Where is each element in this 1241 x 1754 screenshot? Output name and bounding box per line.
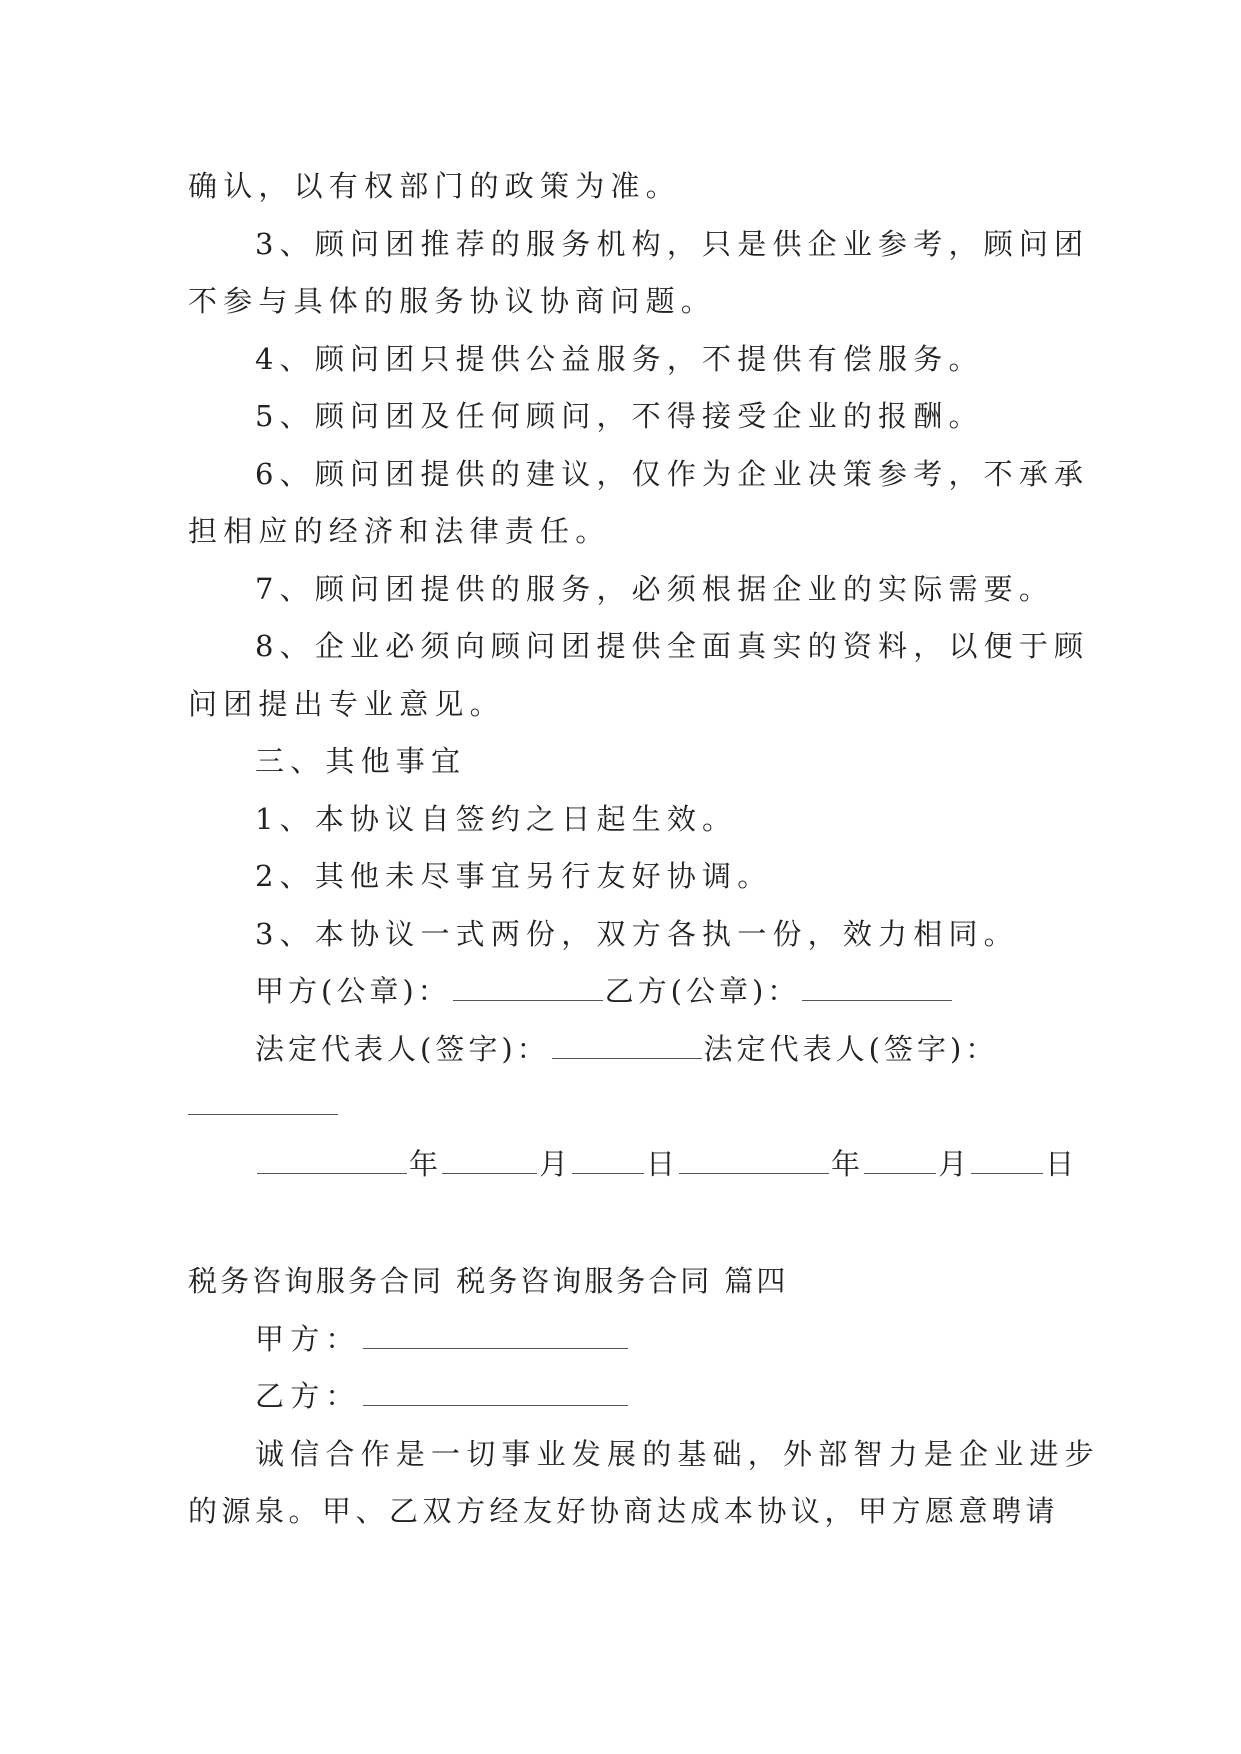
- date-line: [255, 1144, 1135, 1184]
- rep-b-blank: [188, 1090, 338, 1115]
- month-b-blank: [864, 1149, 936, 1174]
- party-a-seal-label: 甲方(公章)：: [255, 974, 451, 1008]
- clause-6: 6、顾问团提供的建议，仅作为企业决策参考，不承承: [255, 457, 1090, 491]
- party-a-blank: [363, 1324, 628, 1349]
- day-label: 日: [1045, 1147, 1077, 1181]
- paragraph-line: 不参与具体的服务协议协商问题。: [188, 284, 717, 318]
- party-a-seal-blank: [453, 976, 603, 1001]
- clause-8: 8、企业必须向顾问团提供全面真实的资料，以便于顾: [255, 629, 1090, 663]
- year-b-blank: [679, 1149, 829, 1174]
- seal-line: [255, 971, 1135, 1011]
- other-clause-3: 3、本协议一式两份，双方各执一份，效力相同。: [255, 917, 1019, 951]
- day-label: 日: [646, 1147, 678, 1181]
- paragraph-line: 的源泉。甲、乙双方经友好协商达成本协议，甲方愿意聘请: [188, 1494, 1060, 1528]
- intro-paragraph: 诚信合作是一切事业发展的基础，外部智力是企业进步: [255, 1437, 1100, 1471]
- paragraph-line: 确认，以有权部门的政策为准。: [188, 169, 681, 203]
- other-clause-2: 2、其他未尽事宜另行友好协调。: [255, 859, 773, 893]
- party-b-seal-blank: [802, 976, 952, 1001]
- party-b-line: [255, 1376, 1135, 1416]
- section-title: 税务咨询服务合同 税务咨询服务合同 篇四: [188, 1264, 789, 1298]
- clause-3: 3、顾问团推荐的服务机构，只是供企业参考，顾问团: [255, 227, 1090, 261]
- party-b-seal-label: 乙方(公章)：: [604, 974, 801, 1008]
- rep-a-blank: [552, 1034, 702, 1059]
- clause-4: 4、顾问团只提供公益服务，不提供有偿服务。: [255, 342, 984, 376]
- clause-7: 7、顾问团提供的服务，必须根据企业的实际需要。: [255, 572, 1055, 606]
- paragraph-line: 担相应的经济和法律责任。: [188, 514, 611, 548]
- rep-a-label: 法定代表人(签字)：: [255, 1032, 550, 1066]
- party-b-label: 乙方：: [255, 1379, 361, 1413]
- month-label: 月: [539, 1147, 571, 1181]
- representative-line: [255, 1029, 1135, 1069]
- year-a-blank: [257, 1149, 407, 1174]
- rep-b-blank-line: [188, 1085, 1068, 1125]
- day-b-blank: [971, 1149, 1043, 1174]
- other-clause-1: 1、本协议自签约之日起生效。: [255, 802, 738, 836]
- month-a-blank: [442, 1149, 537, 1174]
- party-a-label: 甲方：: [255, 1322, 361, 1356]
- party-a-line: [255, 1319, 1135, 1359]
- section-heading: 三、其他事宜: [255, 744, 467, 778]
- year-label: 年: [409, 1147, 441, 1181]
- year-label: 年: [831, 1147, 863, 1181]
- paragraph-line: 问团提出专业意见。: [188, 687, 505, 721]
- clause-5: 5、顾问团及任何顾问，不得接受企业的报酬。: [255, 399, 984, 433]
- month-label: 月: [938, 1147, 970, 1181]
- party-b-blank: [363, 1381, 628, 1406]
- day-a-blank: [572, 1149, 644, 1174]
- rep-b-label: 法定代表人(签字)：: [703, 1032, 999, 1066]
